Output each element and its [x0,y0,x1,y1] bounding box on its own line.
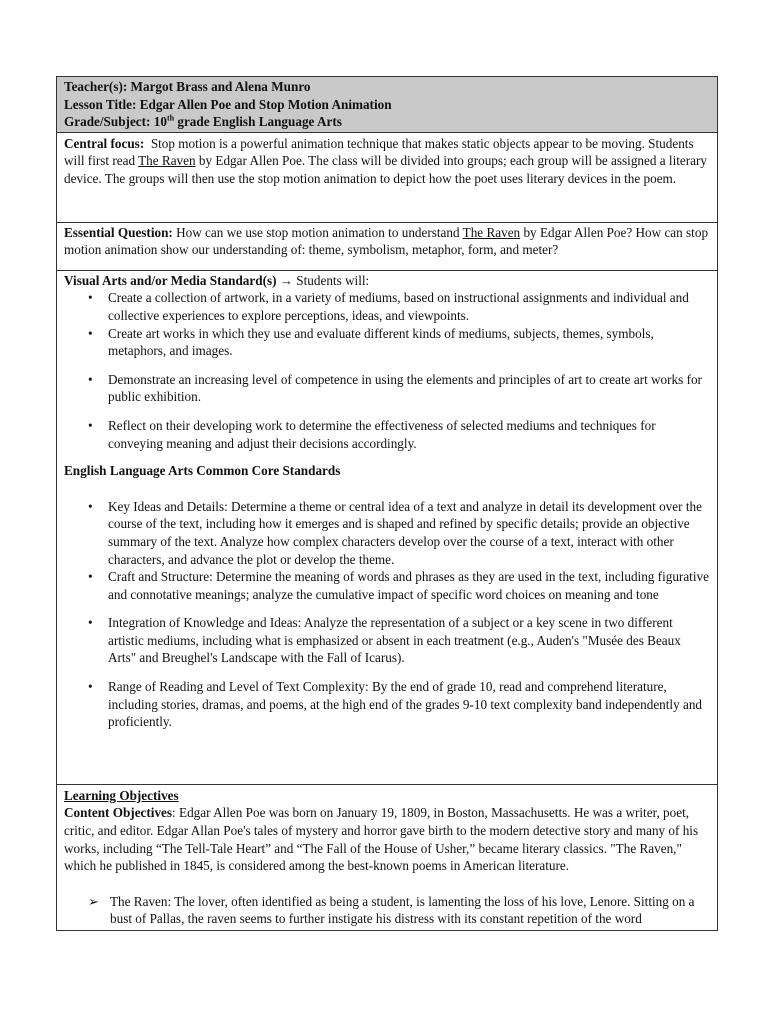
learning-objectives-heading [64,787,710,805]
central-focus-title: The Raven [138,153,196,169]
list-item [64,325,710,360]
visual-arts-label: Visual Arts and/or Media Standard(s) [64,272,277,288]
bullet-icon: • [88,325,93,341]
essential-question-text-2: by Edgar Allen Poe? How can stop motion animation show our understanding of: theme, symbolism, metaphor, form, and meter? [64,224,709,258]
bullet-icon: • [88,679,93,695]
list-item-text: Key Ideas and Details: Determine a theme or central idea of a text and analyze in detail its development over the course of the text, including how it emerges and is shaped and refined by specific details; provide an objective summary of the text. Analyze how complex characters develop over the course of a text, interact with other characters, and advance the plot or develop the theme. [108,498,702,567]
bullet-icon: • [88,569,93,585]
list-item-text: Create art works in which they use and evaluate different kinds of mediums, subjects, themes, symbols, metaphors, and images. [108,325,654,359]
list-item [64,893,710,928]
arrow-bullet-icon: ➢ [88,893,100,909]
list-item-text: Integration of Knowledge and Ideas: Analyze the representation of a subject or a key scene in two different artistic mediums, including what is emphasized or absent in each treatment (e.g., Auden's "Musée des Beaux Arts" and Breughel's Landscape with the Fall of Icarus). [108,615,681,666]
list-item-text: Craft and Structure: Determine the meaning of words and phrases as they are used in the text, including figurative and connotative meanings; analyze the cumulative impact of specific word choices on meaning and tone [108,569,709,602]
list-item-text: The Raven: The lover, often identified as being a student, is lamenting the loss of his love, Lenore. Sitting on a bust of Pallas, the raven seems to further instigate his distress with its constant repetition of the word [110,893,695,927]
content-objectives-label: Content Objectives [64,805,173,821]
list-item-text: Create a collection of artwork, in a variety of mediums, based on instructional assignments and individual and collective experiences to explore perceptions, ideas, and viewpoints. [108,290,689,323]
list-item [64,417,710,452]
ela-list [64,498,710,731]
visual-arts-heading [64,272,710,290]
content-objectives-text: : Edgar Allen Poe was born on January 19, 1809, in Boston, Massachusetts. He was a writer, poet, critic, and editor. Edgar Allan Poe's tales of mystery and horror gave birth to the modern detective story and many of his works, including “The Tell-Tale Heart” and “The Fall of the House of Usher,” became literary classics. "The Raven," which he published in 1845, is considered among the best-known poems in American literature. [64,805,699,874]
learning-objectives-heading-text: Learning Objectives [64,787,179,803]
central-focus-row [57,133,717,223]
list-item [64,371,710,406]
lesson-title-line: Lesson Title: Edgar Allen Poe and Stop Motion Animation [64,96,392,112]
standards-row [57,271,717,785]
right-arrow-icon: → [279,272,293,288]
teachers-line: Teacher(s): Margot Brass and Alena Munro [64,79,311,94]
ela-heading-text: English Language Arts Common Core Standards [64,463,341,479]
essential-question-text-1: How can we use stop motion animation to understand [172,224,463,240]
content-objectives-paragraph [64,804,710,874]
lesson-plan-table [56,76,718,931]
list-item-text: Range of Reading and Level of Text Complexity: By the end of grade 10, read and comprehend literature, including stories, dramas, and poems, at the high end of the grades 9-10 text complexity band independently and proficiently. [108,679,703,730]
central-focus-text-2: by Edgar Allen Poe. The class will be divided into groups; each group will be assigned a literary device. The groups will then use the stop motion animation to depict how the poet uses literary devices in the poem. [64,153,707,186]
list-item [64,498,710,568]
list-item [64,614,710,667]
central-focus-text-1: Stop motion is a powerful animation technique that makes static objects appear to be moving. Students will first read [64,135,697,169]
grade-subject-line [64,113,710,131]
list-item-text: Reflect on their developing work to determine the effectiveness of selected mediums and techniques for conveying meaning and adjust their decisions accordingly. [108,417,656,451]
bullet-icon: • [88,615,93,631]
ela-heading [64,462,710,480]
visual-arts-list [64,289,710,452]
grade-prefix: Grade/Subject: 10 [64,114,167,130]
bullet-icon: • [88,371,93,387]
list-item [64,568,710,603]
central-focus-label: Central focus: [64,135,145,151]
bullet-icon: • [88,498,93,514]
list-item [64,289,710,324]
essential-question-title: The Raven [462,224,521,240]
essential-question-row [57,223,717,271]
list-item [64,678,710,731]
learning-objectives-row [57,785,717,930]
grade-suffix: grade English Language Arts [174,114,342,130]
list-item-text: Demonstrate an increasing level of competence in using the elements and principles of art to create art works for public exhibition. [108,371,702,405]
raven-notes-list [64,893,710,928]
bullet-icon: • [88,417,93,433]
bullet-icon: • [88,290,93,306]
header-row [57,77,717,133]
visual-arts-intro: Students will: [292,272,370,288]
essential-question-label: Essential Question: [64,224,173,240]
grade-superscript: th [166,113,175,123]
